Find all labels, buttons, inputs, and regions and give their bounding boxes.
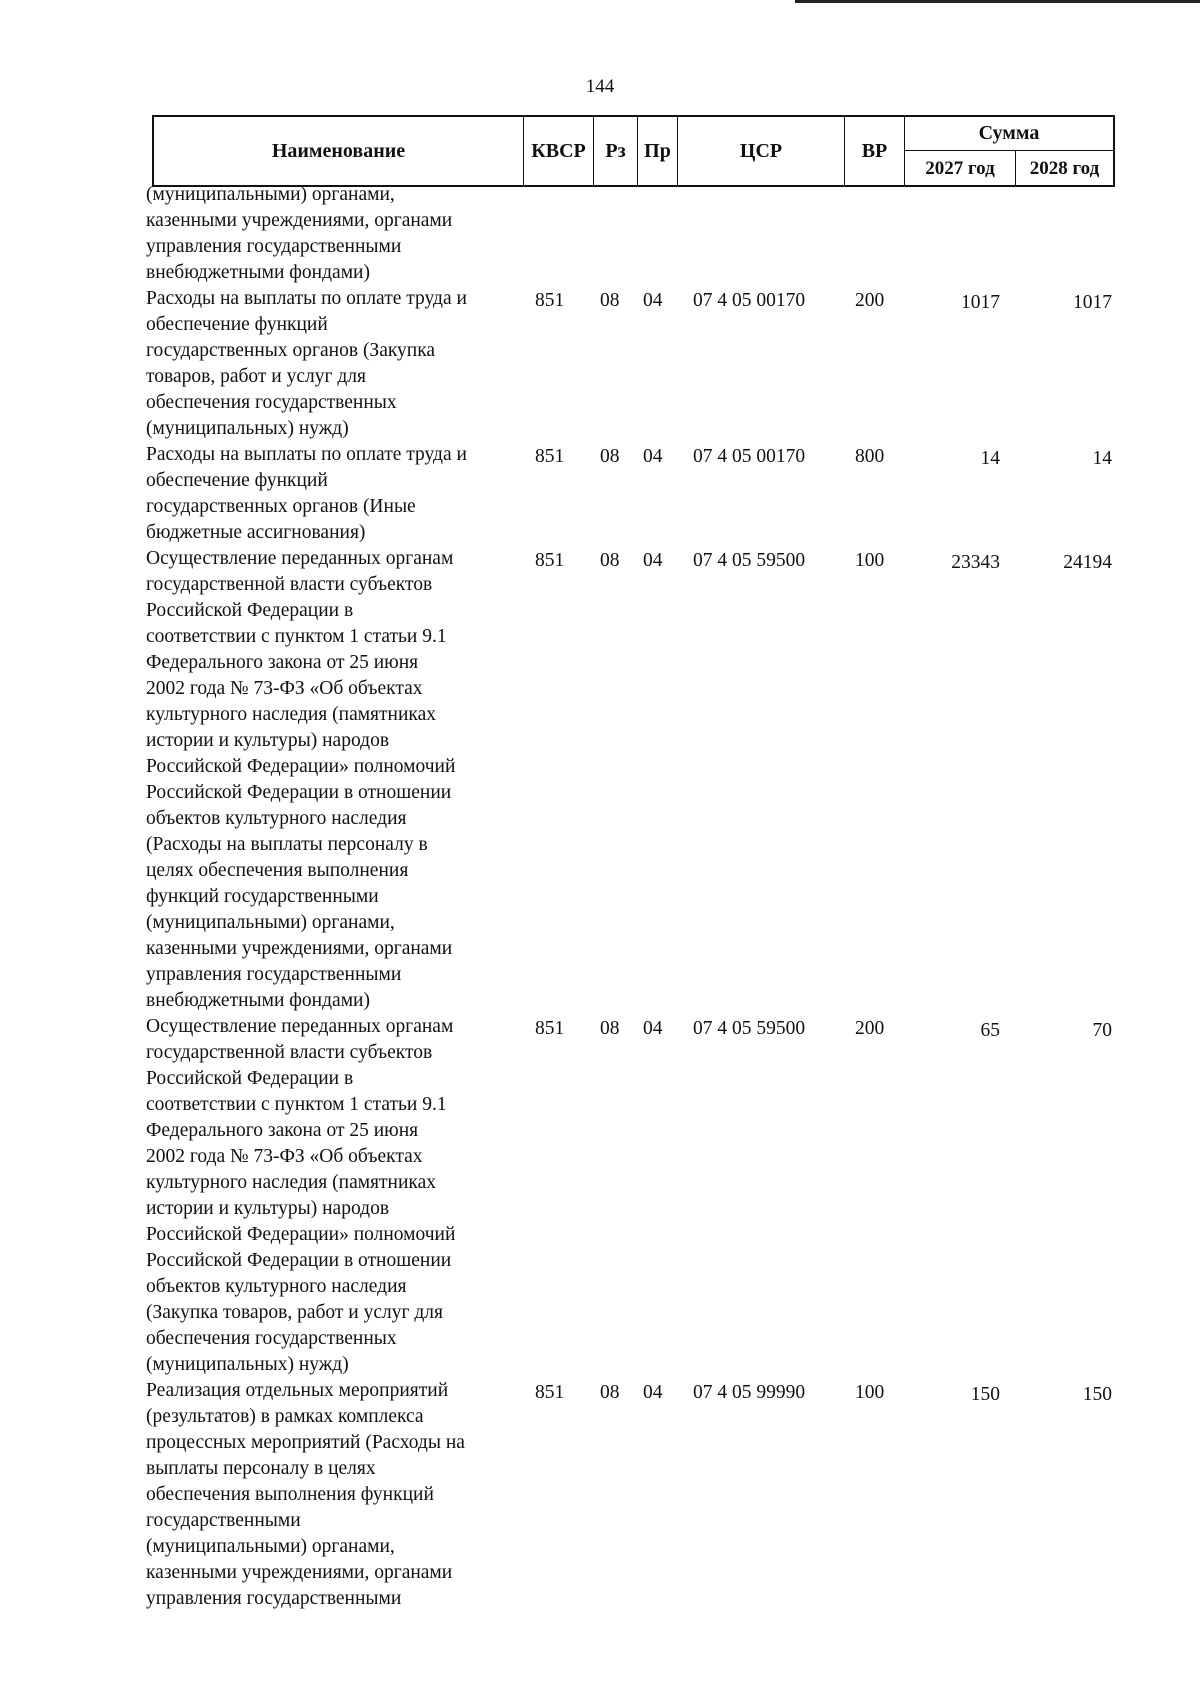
row-vr: 800 [855, 446, 885, 467]
row-pr: 04 [643, 1382, 663, 1403]
row-kvsr: 851 [535, 290, 565, 311]
row-csr: 07 4 05 00170 [693, 446, 806, 467]
row-name: Расходы на выплаты по оплате труда и обеспечение функций государственных органов (Иные бюджетные ассигнования) [146, 444, 467, 543]
header-year-2028: 2028 год [1029, 158, 1100, 179]
row-kvsr: 851 [535, 550, 565, 571]
header-rz: Рз [594, 117, 638, 185]
table-row [0, 442, 1200, 546]
header-sum: Сумма [905, 117, 1113, 151]
page-number: 144 [585, 76, 615, 97]
row-sum-2028: 70 [1092, 1020, 1112, 1041]
row-rz: 08 [600, 290, 620, 311]
row-name: Реализация отдельных мероприятий (результатов) в рамках комплекса процессных мероприятий (Расходы на выплаты персоналу в целях обеспечения выполнения функций государственными (муниципальными) органами, казенными учреждениями, органами управления государственными [146, 1380, 465, 1609]
row-vr: 100 [855, 1382, 885, 1403]
row-rz: 08 [600, 1018, 620, 1039]
row-csr: 07 4 05 59500 [693, 1018, 806, 1039]
row-pr: 04 [643, 550, 663, 571]
row-sum-2027: 65 [980, 1020, 1000, 1041]
row-sum-2028: 14 [1092, 448, 1112, 469]
row-kvsr: 851 [535, 446, 565, 467]
row-csr: 07 4 05 00170 [693, 290, 806, 311]
header-year-2027: 2027 год [905, 151, 1016, 187]
header-kvsr: КВСР [524, 117, 594, 185]
header-vr: ВР [845, 117, 905, 185]
table-header [152, 115, 1115, 187]
row-sum-2027: 1017 [961, 292, 1000, 313]
header-pr: Пр [638, 117, 678, 185]
table-row [0, 286, 1200, 442]
row-vr: 200 [855, 1018, 885, 1039]
row-csr: 07 4 05 59500 [693, 550, 806, 571]
row-vr: 200 [855, 290, 885, 311]
row-sum-2028: 24194 [1063, 552, 1112, 573]
row-name: Расходы на выплаты по оплате труда и обеспечение функций государственных органов (Закупка товаров, работ и услуг для обеспечения государственных (муниципальных) нужд) [146, 288, 467, 439]
table-row [0, 546, 1200, 1014]
row-name: Осуществление переданных органам государственной власти субъектов Российской Федерации в соответствии с пунктом 1 статьи 9.1 Федерального закона от 25 июня 2002 года № 73-ФЗ «Об объектах культурного наследия (памятниках истории и культуры) народов Российской Федерации» полномочий Российской Федерации в отношении объектов культурного наследия (Закупка товаров, работ и услуг для обеспечения государственных (муниципальных) нужд) [146, 1016, 456, 1375]
row-rz: 08 [600, 550, 620, 571]
row-rz: 08 [600, 1382, 620, 1403]
row-sum-2028: 1017 [1073, 292, 1112, 313]
row-csr: 07 4 05 99990 [693, 1382, 806, 1403]
row-sum-2028: 150 [1082, 1384, 1112, 1405]
row-pr: 04 [643, 1018, 663, 1039]
row-rz: 08 [600, 446, 620, 467]
row-sum-2027: 23343 [951, 552, 1000, 573]
row-kvsr: 851 [535, 1018, 565, 1039]
header-name: Наименование [154, 117, 524, 185]
row-name: Осуществление переданных органам государственной власти субъектов Российской Федерации в соответствии с пунктом 1 статьи 9.1 Федерального закона от 25 июня 2002 года № 73-ФЗ «Об объектах культурного наследия (памятниках истории и культуры) народов Российской Федерации» полномочий Российской Федерации в отношении объектов культурного наследия (Расходы на выплаты персоналу в целях обеспечения выполнения функций государственными (муниципальными) органами, казенными учреждениями, органами управления государственными внебюджетными фондами) [146, 548, 456, 1011]
row-name: (муниципальными) органами, казенными учреждениями, органами управления государственными внебюджетными фондами) [146, 184, 453, 283]
row-pr: 04 [643, 290, 663, 311]
row-sum-2027: 150 [970, 1384, 1000, 1405]
table-body [0, 182, 1200, 1612]
row-kvsr: 851 [535, 1382, 565, 1403]
row-sum-2027: 14 [980, 448, 1000, 469]
row-vr: 100 [855, 550, 885, 571]
row-pr: 04 [643, 446, 663, 467]
top-edge-rule [795, 0, 1200, 3]
table-row [0, 1378, 1200, 1612]
table-row-continuation [0, 182, 1200, 286]
header-csr: ЦСР [678, 117, 845, 185]
table-row [0, 1014, 1200, 1378]
